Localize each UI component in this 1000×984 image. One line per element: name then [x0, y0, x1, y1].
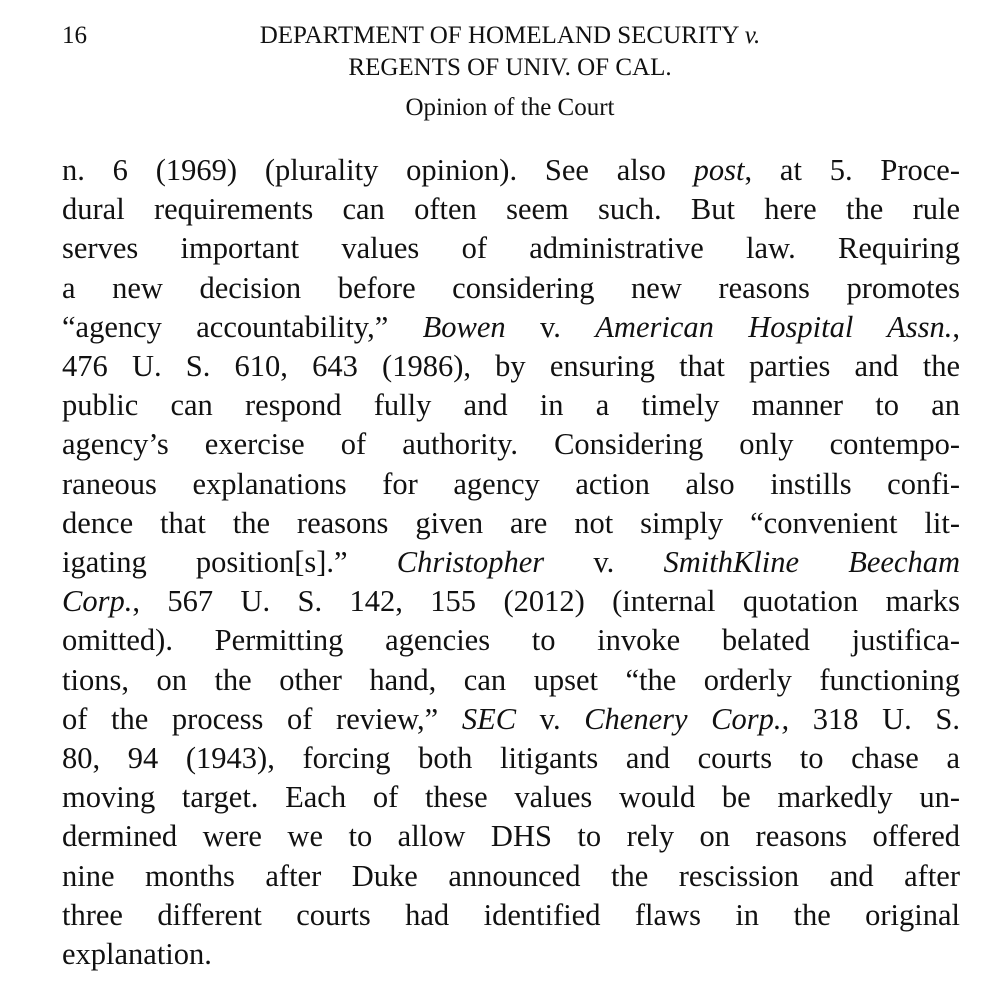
- text-line: public can respond fully and in a timely manner to an: [62, 388, 960, 423]
- text-line: serves important values of administrative law. Requiring: [62, 231, 960, 266]
- text-line: raneous explanations for agency action also instills confi-: [62, 466, 960, 501]
- opinion-label: Opinion of the Court: [405, 94, 615, 121]
- text-line: 80, 94 (1943), forcing both litigants and courts to chase a: [62, 741, 960, 776]
- text-line: dence that the reasons given are not simply “convenient lit-: [62, 505, 960, 540]
- text-line: n. 6 (1969) (plurality opinion). See also post, at 5. Proce-: [62, 153, 960, 187]
- case-title-versus: v.: [744, 22, 761, 49]
- case-title-parties: DEPARTMENT OF HOMELAND SECURITY: [259, 22, 739, 49]
- text-line: dermined were we to allow DHS to rely on reasons offered: [62, 819, 960, 854]
- running-header: [160, 20, 860, 124]
- text-line: igating position[s].” Christopher v. SmithKline Beecham: [62, 545, 960, 580]
- text-line: dural requirements can often seem such. But here the rule: [62, 192, 960, 227]
- text-line: explanation.: [62, 937, 212, 972]
- opinion-paragraph: [62, 151, 960, 974]
- text-line: nine months after Duke announced the rescission and after: [62, 858, 960, 893]
- text-line: agency’s exercise of authority. Considering only contempo-: [62, 427, 960, 462]
- text-line: Corp., 567 U. S. 142, 155 (2012) (internal quotation marks: [62, 584, 960, 619]
- text-line: three different courts had identified flaws in the original: [62, 897, 960, 932]
- text-line: a new decision before considering new reasons promotes: [62, 270, 960, 305]
- case-title-line-1: [160, 20, 860, 52]
- text-line: “agency accountability,” Bowen v. American Hospital Assn.,: [62, 309, 960, 344]
- text-line: 476 U. S. 610, 643 (1986), by ensuring that parties and the: [62, 349, 960, 384]
- text-line: omitted). Permitting agencies to invoke belated justifica-: [62, 623, 960, 658]
- text-line: tions, on the other hand, can upset “the orderly functioning: [62, 662, 960, 697]
- text-line: moving target. Each of these values would be markedly un-: [62, 780, 960, 815]
- case-title-line-2: REGENTS OF UNIV. OF CAL.: [348, 54, 672, 81]
- text-line: of the process of review,” SEC v. Chenery Corp., 318 U. S.: [62, 701, 960, 736]
- page-number: 16: [62, 22, 87, 49]
